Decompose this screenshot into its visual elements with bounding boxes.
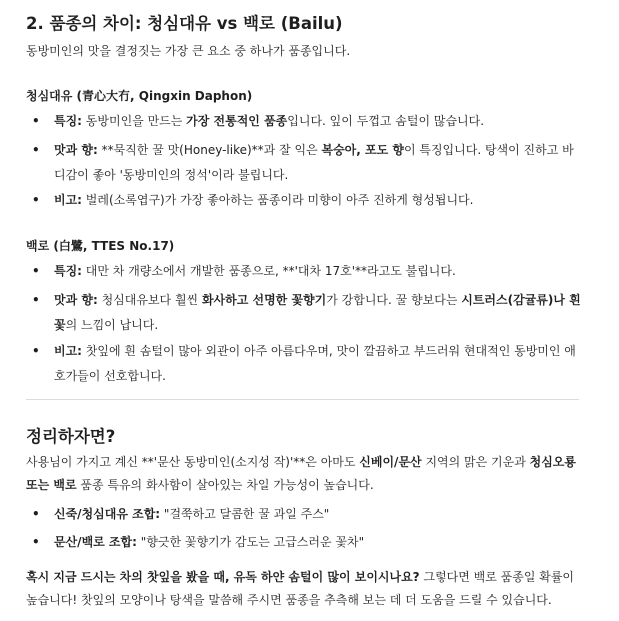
closing-paragraph: 혹시 지금 드시는 차의 찻잎을 봤을 때, 유독 하얀 솜털이 많이 보이시나요? 그렇다면 백로 품종일 확률이 높습니다! 찻잎의 모양이나 탕색을 말씀해 주시면 품종을 추측해 보는 데 더 도움을 드릴 수 있습니다. [26,570,575,607]
item-label: 특징: [54,114,82,128]
item-label: 특징: [54,264,82,278]
subheading-bailu: 백로 (白鷺, TTES No.17) [26,239,175,253]
list-item: • 특징: 대만 차 개량소에서 개발한 품종으로, **'대차 17호'**라고도 불립니다. [54,259,584,284]
section-heading-varieties: 2. 품종의 차이: 청심대유 vs 백로 (Bailu) [26,14,343,33]
bullet: • [32,507,40,521]
list-item: • 특징: 동방미인을 만드는 가장 전통적인 품종입니다. 잎이 두껍고 솜털이 많습니다. [54,109,584,134]
list-item: • 맛과 향: 청심대유보다 훨씬 화사하고 선명한 꽃향기가 강합니다. 꿀 향보다는 시트러스(감귤류)나 흰 꽃의 느낌이 납니다. [54,288,584,338]
summary-paragraph: 사용님이 가지고 계신 **'문산 동방미인(소지성 작)'**은 아마도 신베이/문산 지역의 맑은 기운과 청심오룡 또는 백로 품종 특유의 화사함이 살아있는 차일 가능성이 높습니다. [26,455,576,492]
bullet: • [32,143,40,157]
list-item: • 문산/백로 조합: "향긋한 꽃향기가 감도는 고급스러운 꽃차" [54,530,584,555]
item-label: 맛과 향: [54,143,98,157]
item-label: 맛과 향: [54,293,98,307]
divider [26,399,579,400]
summary-heading: 정리하자면? [26,427,116,446]
list-item: • 맛과 향: **묵직한 꿀 맛(Honey-like)**과 잘 익은 복숭아, 포도 향이 특징입니다. 탕색이 진하고 바디감이 좋아 '동방미인의 정석'이라 불립니다. [54,138,584,188]
item-label: 비고: [54,193,82,207]
bullet: • [32,293,40,307]
bullet: • [32,264,40,278]
bullet: • [32,114,40,128]
bullet: • [32,193,40,207]
item-label: 문산/백로 조합: [54,535,137,549]
bullet: • [32,344,40,358]
list-item: • 신죽/청심대유 조합: "걸쭉하고 달콤한 꿀 과일 주스" [54,502,584,527]
list-item: • 비고: 찻잎에 흰 솜털이 많아 외관이 아주 아름다우며, 맛이 깔끔하고 부드러워 현대적인 동방미인 애호가들이 선호합니다. [54,339,584,389]
subheading-qingxin: 청심대유 (青心大冇, Qingxin Daphon) [26,89,253,103]
list-item: • 비고: 벌레(소록엽구)가 가장 좋아하는 품종이라 미향이 아주 진하게 형성됩니다. [54,188,584,213]
item-label: 신죽/청심대유 조합: [54,507,161,521]
section-intro: 동방미인의 맛을 결정짓는 가장 큰 요소 중 하나가 품종입니다. [26,44,351,58]
bullet: • [32,535,40,549]
item-label: 비고: [54,344,82,358]
